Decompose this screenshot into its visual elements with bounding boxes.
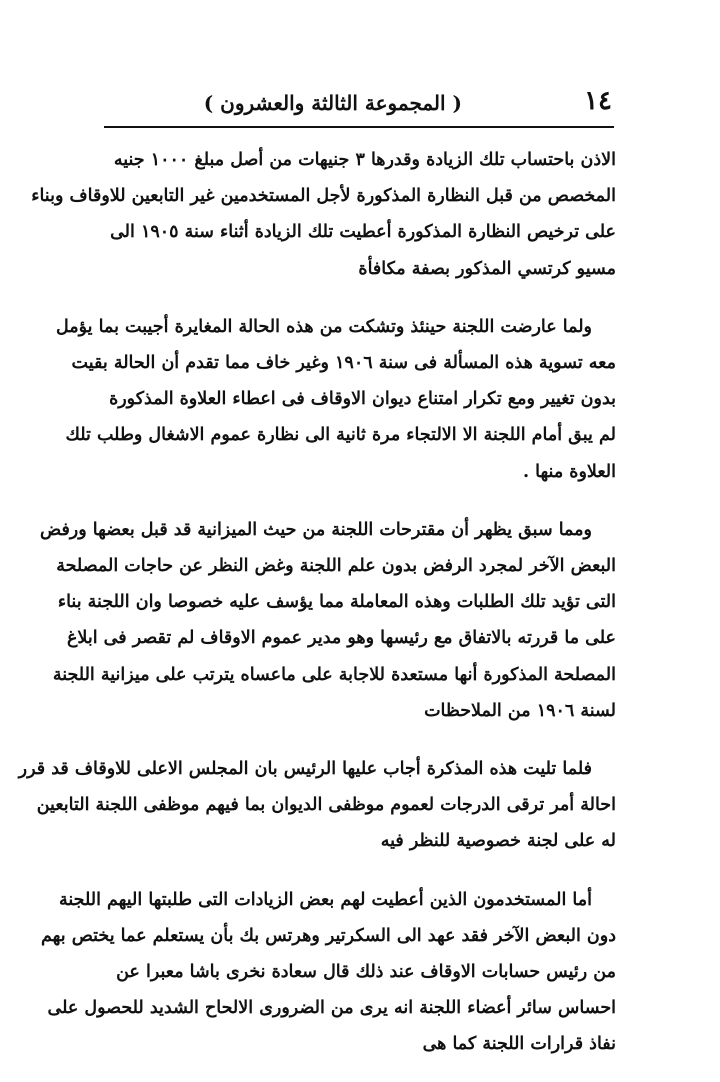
text-line: الاذن باحتساب تلك الزيادة وقدرها ٣ جنيهات من أصل مبلغ ١٠٠٠ جنيه <box>113 150 616 170</box>
text-line: من رئيس حسابات الاوقاف عند ذلك قال سعادة نخرى باشا معبرا عن <box>116 962 616 983</box>
text-line: فلما تليت هذه المذكرة أجاب عليها الرئيس بان المجلس الاعلى للاوقاف قد قرر <box>18 759 592 780</box>
text-line: ومما سبق يظهر أن مقترحات اللجنة من حيث الميزانية قد قبل بعضها ورفض <box>40 519 592 540</box>
text-line: على ترخيص النظارة المذكورة أعطيت تلك الزيادة أثناء سنة ١٩٠٥ الى <box>110 222 616 243</box>
text-line: نفاذ قرارات اللجنة كما هى <box>422 1034 616 1055</box>
paragraph <box>40 512 616 729</box>
header-divider <box>104 126 614 128</box>
text-line: مسيو كرتسي المذكور بصفة مكافأة <box>358 258 616 279</box>
page-number: ١٤ <box>584 86 612 116</box>
text-line: على ما قررته بالاتفاق مع رئيسها وهو مدير عموم الاوقاف لم تقصر فى ابلاغ <box>66 628 616 649</box>
text-line: العلاوة منها . <box>522 461 616 482</box>
body-text <box>18 142 616 1063</box>
text-line: بدون تغيير ومع تكرار امتناع ديوان الاوقاف فى اعطاء العلاوة المذكورة <box>109 389 616 410</box>
running-title: ( المجموعة الثالثة والعشرون ) <box>203 91 462 115</box>
text-line: احساس سائر أعضاء اللجنة انه يرى من الضرورى الالحاح الشديد للحصول على <box>47 998 616 1019</box>
text-line: البعض الآخر لمجرد الرفض بدون علم اللجنة وغض النظر عن حاجات المصلحة <box>56 556 616 577</box>
text-line: دون البعض الآخر فقد عهد الى السكرتير وهرتس بك بأن يستعلم عما يختص بهم <box>41 925 616 946</box>
text-line: معه تسوية هذه المسألة فى سنة ١٩٠٦ وغير خاف مما تقدم أن الحالة بقيت <box>71 353 616 374</box>
text-line: احالة أمر ترقى الدرجات لعموم موظفى الديوان بما فيهم موظفى اللجنة التابعين <box>36 795 616 816</box>
page-header <box>104 84 612 120</box>
text-line: لسنة ١٩٠٦ من الملاحظات <box>424 700 616 721</box>
paragraph <box>56 309 616 490</box>
text-line: المصلحة المذكورة أنها مستعدة للاجابة على ماعساه يترتب على ميزانية اللجنة <box>52 664 616 685</box>
text-line: له على لجنة خصوصية للنظر فيه <box>380 831 616 852</box>
paragraph <box>31 142 616 287</box>
text-line: التى تؤيد تلك الطلبات وهذه المعاملة مما يؤسف عليه خصوصا وان اللجنة بناء <box>57 592 616 613</box>
text-line: المخصص من قبل النظارة المذكورة لأجل المستخدمين غير التابعين للاوقاف وبناء <box>31 186 616 207</box>
text-line: لم يبق أمام اللجنة الا الالتجاء مرة ثانية الى نظارة عموم الاشغال وطلب تلك <box>65 425 616 446</box>
text-line: ولما عارضت اللجنة حينئذ وتشكت من هذه الحالة المغايرة أجيبت بما يؤمل <box>56 316 592 337</box>
paragraph <box>18 751 616 860</box>
text-line: أما المستخدمون الذين أعطيت لهم بعض الزيادات التى طلبتها اليهم اللجنة <box>59 889 592 910</box>
paragraph <box>41 882 616 1063</box>
